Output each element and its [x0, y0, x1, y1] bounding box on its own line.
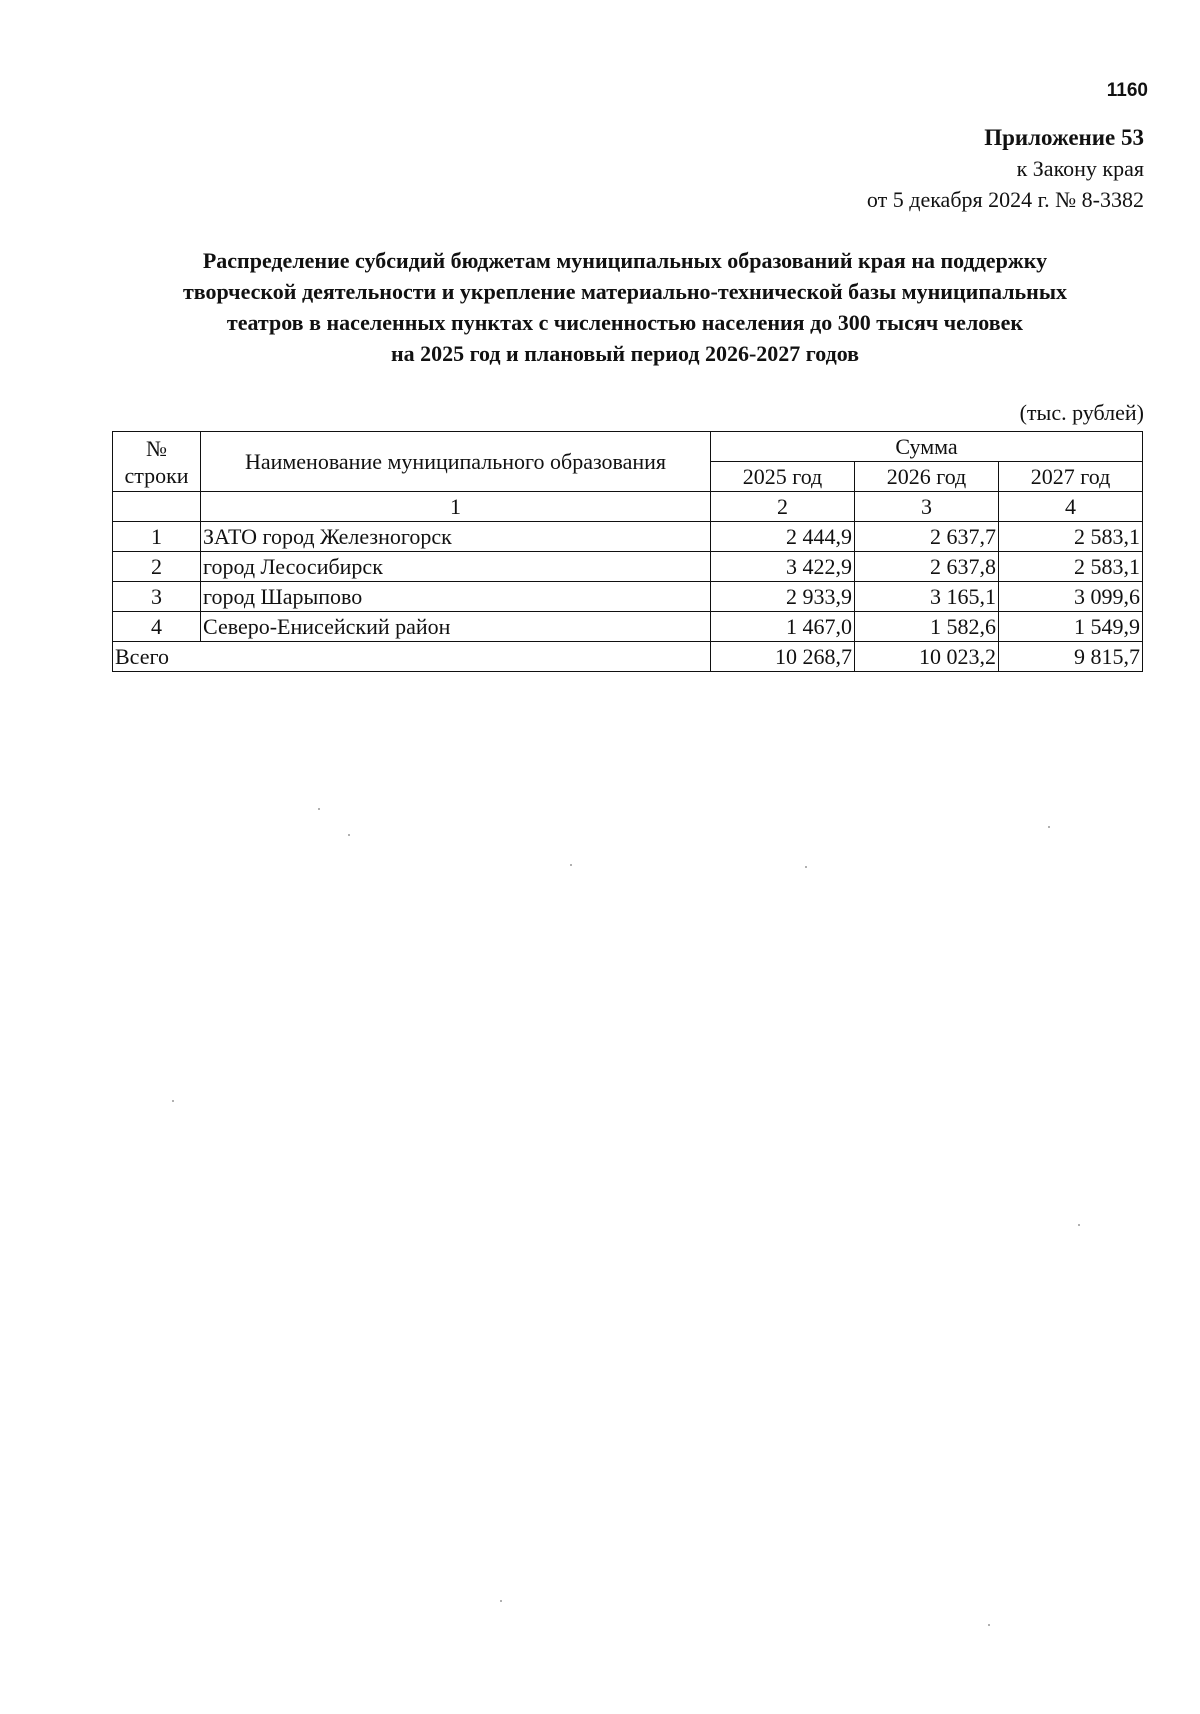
value-2027: 2 583,1: [999, 522, 1143, 552]
title-line-1: Распределение субсидий бюджетам муниципальных образований края на поддержку: [202, 248, 1048, 273]
column-number: 4: [999, 492, 1143, 522]
units-label: (тыс. рублей): [1019, 400, 1144, 425]
municipality-name: город Шарыпово: [201, 582, 711, 612]
value-2025: 2 444,9: [711, 522, 855, 552]
total-row: [113, 642, 1143, 672]
header-sum: Сумма: [711, 432, 1143, 462]
title-line-3: театров в населенных пунктах с численностью населения до 300 тысяч человек: [226, 310, 1024, 335]
header-year-2025: 2025 год: [711, 462, 855, 492]
header-num-word: строки: [124, 462, 189, 488]
table-row: [113, 582, 1143, 612]
scan-speck: [500, 1600, 502, 1602]
municipality-name: город Лесосибирск: [201, 552, 711, 582]
value-2025: 1 467,0: [711, 612, 855, 642]
total-2025: 10 268,7: [711, 642, 855, 672]
value-2027: 3 099,6: [999, 582, 1143, 612]
appendix-title: Приложение 53: [984, 125, 1144, 150]
row-number: 1: [113, 522, 201, 552]
scan-speck: [318, 808, 320, 810]
value-2026: 2 637,8: [855, 552, 999, 582]
total-2026: 10 023,2: [855, 642, 999, 672]
appendix-block: [867, 122, 1144, 215]
scan-speck: [1048, 826, 1050, 828]
total-2027: 9 815,7: [999, 642, 1143, 672]
scan-speck: [570, 864, 572, 866]
total-label: Всего: [113, 642, 711, 672]
header-row-1: [113, 432, 1143, 462]
row-number: 4: [113, 612, 201, 642]
appendix-law-date: от 5 декабря 2024 г. № 8-3382: [866, 187, 1144, 212]
column-number: 3: [855, 492, 999, 522]
header-year-2027: 2027 год: [999, 462, 1143, 492]
value-2025: 2 933,9: [711, 582, 855, 612]
subsidy-table: [112, 431, 1143, 672]
title-line-4: на 2025 год и плановый период 2026-2027 годов: [390, 341, 860, 366]
header-num-sign: №: [146, 435, 167, 461]
column-number: 1: [201, 492, 711, 522]
row-number: 2: [113, 552, 201, 582]
column-number: [113, 492, 201, 522]
page-number: 1160: [1106, 80, 1148, 101]
value-2026: 3 165,1: [855, 582, 999, 612]
value-2026: 2 637,7: [855, 522, 999, 552]
scan-speck: [988, 1624, 990, 1626]
scan-speck: [1078, 1224, 1080, 1226]
header-num: [113, 432, 201, 492]
value-2027: 1 549,9: [999, 612, 1143, 642]
municipality-name: ЗАТО город Железногорск: [201, 522, 711, 552]
title-line-2: творческой деятельности и укрепление материально-технической базы муниципальных: [182, 279, 1068, 304]
table-row: [113, 552, 1143, 582]
value-2027: 2 583,1: [999, 552, 1143, 582]
scan-speck: [172, 1100, 174, 1102]
appendix-law-ref: к Закону края: [1016, 156, 1144, 181]
document-title: [110, 245, 1140, 369]
municipality-name: Северо-Енисейский район: [201, 612, 711, 642]
column-number-row: [113, 492, 1143, 522]
table-row: [113, 522, 1143, 552]
value-2025: 3 422,9: [711, 552, 855, 582]
row-number: 3: [113, 582, 201, 612]
header-year-2026: 2026 год: [855, 462, 999, 492]
header-name: Наименование муниципального образования: [201, 432, 711, 492]
table-row: [113, 612, 1143, 642]
value-2026: 1 582,6: [855, 612, 999, 642]
scan-speck: [805, 866, 807, 868]
column-number: 2: [711, 492, 855, 522]
scan-speck: [348, 834, 350, 836]
